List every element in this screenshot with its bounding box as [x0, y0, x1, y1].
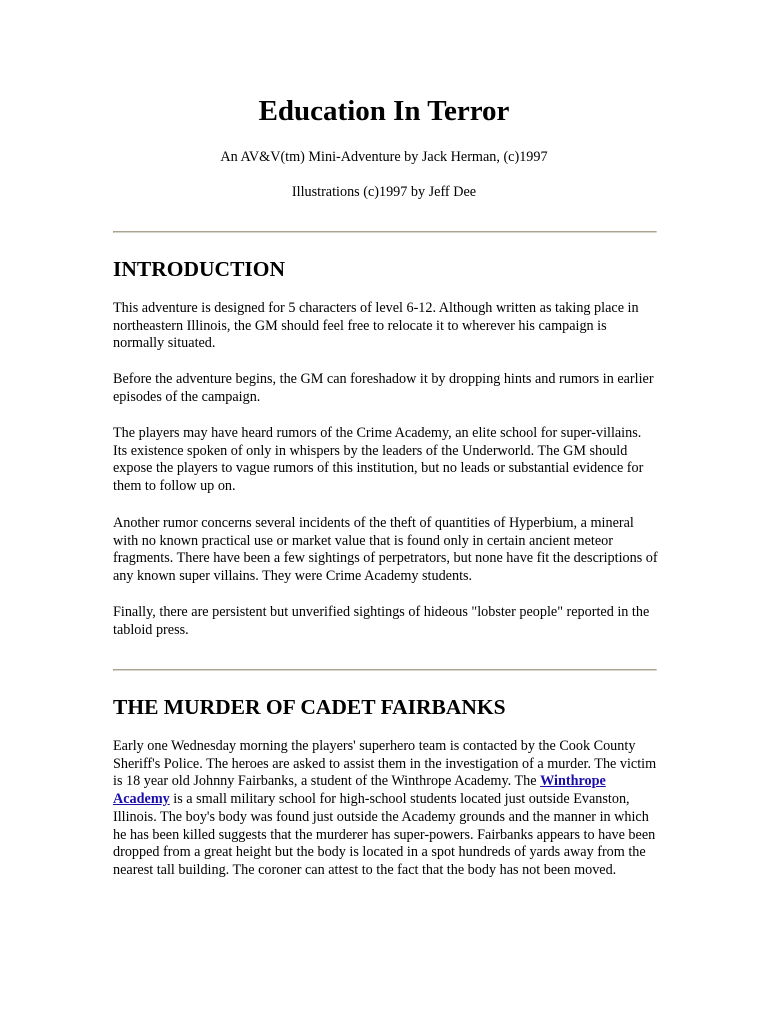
- murder-text-before-link: Early one Wednesday morning the players' superhero team is contacted by the Cook County Sheriff's Police. The heroes are asked to assist them in the investigation of a murder. The victim is 18 year old Johnny Fairbanks, a student of the Winthrope Academy. The: [113, 738, 657, 790]
- intro-paragraph: Another rumor concerns several incidents of the theft of quantities of Hyperbium, a mineral with no known practical use or market value that is found only in certain ancient meteor fragments. There have been a few sightings of perpetrators, but none have fit the descriptions of any known super villains. They were Crime Academy students.: [113, 515, 658, 585]
- intro-paragraph: This adventure is designed for 5 characters of level 6-12. Although written as taking place in northeastern Illinois, the GM should feel free to relocate it to wherever his campaign is normally situated.: [113, 300, 639, 352]
- document-title: Education In Terror: [258, 95, 510, 127]
- murder-paragraph: [113, 738, 658, 880]
- illustrations-credit: Illustrations (c)1997 by Jeff Dee: [291, 184, 477, 200]
- divider: [113, 669, 657, 671]
- winthrope-academy-link[interactable]: Winthrope Academy: [113, 773, 606, 808]
- byline: An AV&V(tm) Mini-Adventure by Jack Herman, (c)1997: [220, 149, 548, 165]
- intro-paragraph: The players may have heard rumors of the Crime Academy, an elite school for super-villains. Its existence spoken of only in whispers by the leaders of the Underworld. The GM should expose the players to vague rumors of this institution, but no leads or substantial evidence for them to follow up on.: [113, 425, 644, 495]
- section-heading-murder: THE MURDER OF CADET FAIRBANKS: [113, 695, 506, 719]
- divider: [113, 231, 657, 233]
- section-heading-introduction: INTRODUCTION: [113, 257, 286, 281]
- intro-paragraph: Finally, there are persistent but unverified sightings of hideous "lobster people" reported in the tabloid press.: [113, 604, 650, 638]
- murder-text-after-link: is a small military school for high-school students located just outside Evanston, Illinois. The boy's body was found just outside the Academy grounds and the manner in which he has been killed suggests that the murderer has super-powers. Fairbanks appears to have been dropped from a great height but the body is located in a spot hundreds of yards away from the nearest tall building. The coroner can attest to the fact that the body has not been moved.: [113, 791, 656, 878]
- intro-paragraph: Before the adventure begins, the GM can foreshadow it by dropping hints and rumors in earlier episodes of the campaign.: [113, 371, 654, 405]
